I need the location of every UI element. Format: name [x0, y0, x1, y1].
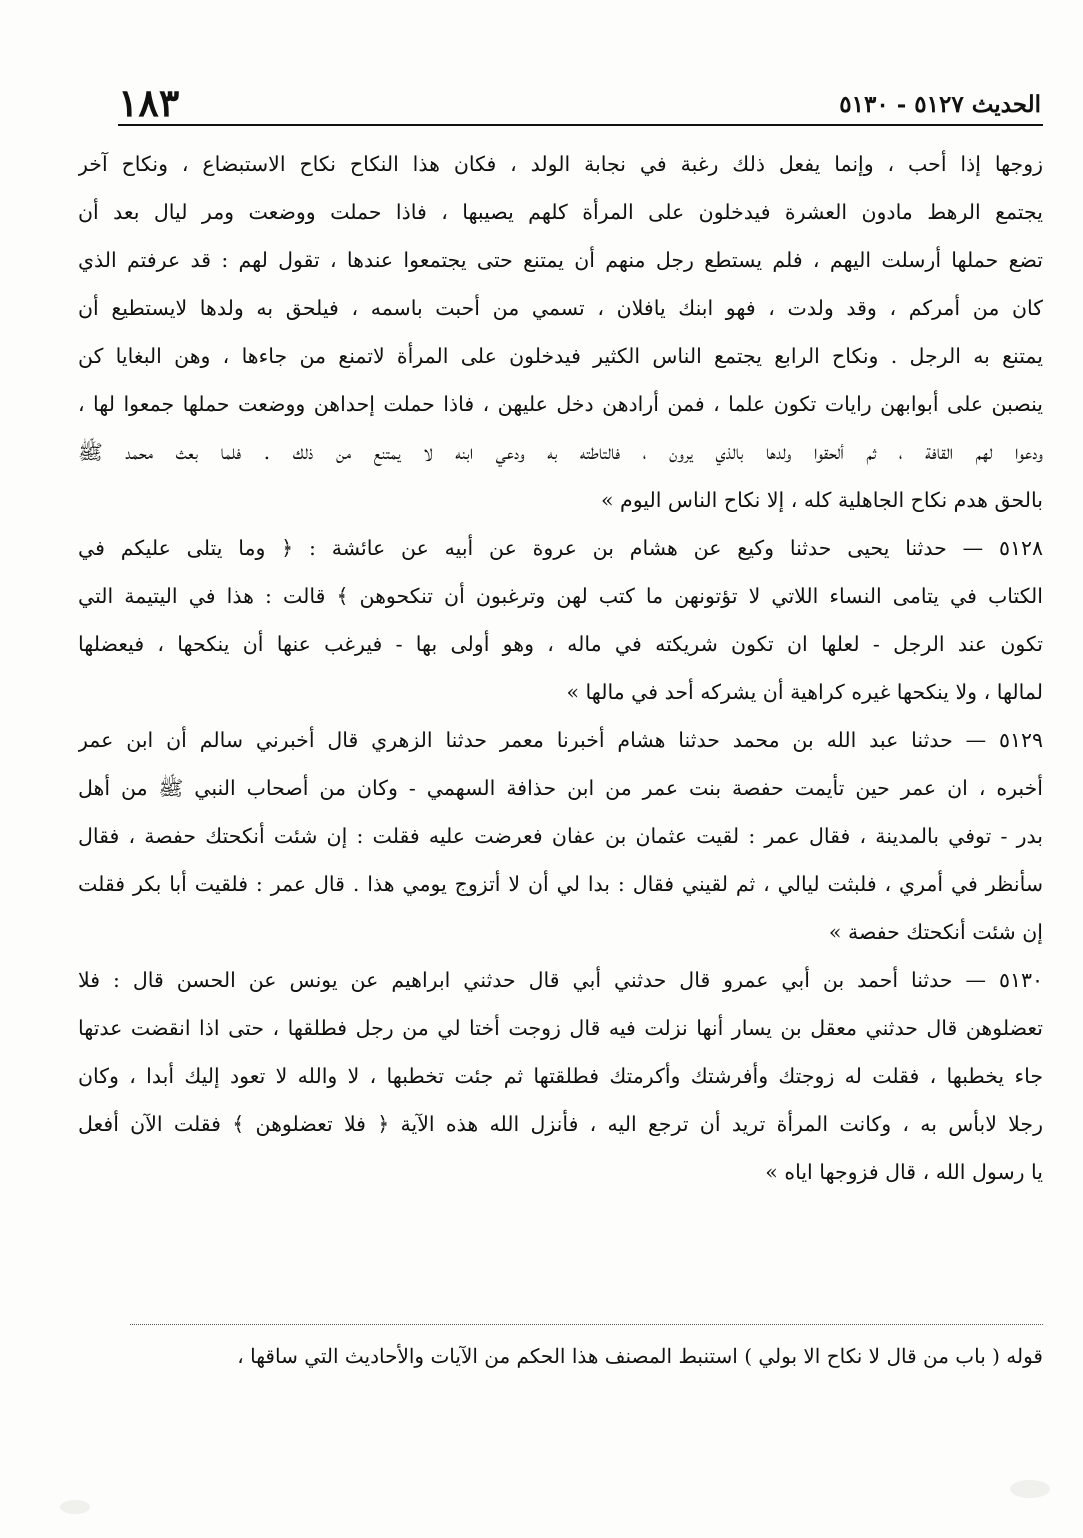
text-line: بالحق هدم نكاح الجاهلية كله ، إلا نكاح الناس اليوم » [600, 488, 1043, 512]
text-line: تضع حملها أرسلت اليهم ، فلم يستطع رجل منهم أن يمتنع حتى يجتمعوا عندها ، تقول لهم : قد عرفتم الذي [78, 248, 1043, 272]
text-line: لمالها ، ولا ينكحها غيره كراهية أن يشركه أحد في مالها » [566, 680, 1043, 704]
text-line: يجتمع الرهط مادون العشرة فيدخلون على المرأة كلهم يصيبها ، فاذا حملت ووضعت ومر ليال بعد أن [78, 200, 1043, 224]
hadith-range: الحديث ٥١٢٧ - ٥١٣٠ [839, 91, 1041, 118]
text-line: يا رسول الله ، قال فزوجها اياه » [765, 1160, 1043, 1184]
footnote-line: قوله ( باب من قال لا نكاح الا بولي ) استنبط المصنف هذا الحكم من الآيات والأحاديث التي ساقها ، [237, 1344, 1043, 1368]
hadith-5129-start: ٥١٢٩ — حدثنا عبد الله بن محمد حدثنا هشام أخبرنا معمر حدثنا الزهري قال أخبرني سالم أن ابن عمر [78, 728, 1043, 752]
text-line: رجلا لابأس به ، وكانت المرأة تريد أن ترجع اليه ، فأنزل الله هذه الآية ﴿ فلا تعضلوهن ﴾ فقلت الآن أفعل [78, 1112, 1043, 1136]
main-text [78, 140, 1043, 1196]
text-line: كان من أمركم ، وقد ولدت ، فهو ابنك يافلان ، تسمي من أحبت باسمه ، فيلحق به ولدها لايستطيع أن [78, 296, 1043, 320]
page-header [118, 70, 1041, 125]
paper-smudge [60, 1500, 90, 1514]
text-line: بدر - توفي بالمدينة ، فقال عمر : لقيت عثمان بن عفان فعرضت عليه فقلت : إن شئت أنكحتك حفصة ، فقال [78, 824, 1043, 848]
header-rule [118, 124, 1043, 126]
text-line: أخبره ، ان عمر حين تأيمت حفصة بنت عمر من ابن حذافة السهمي - وكان من أصحاب النبي ﷺ من أهل [78, 776, 1043, 800]
text-line: زوجها إذا أحب ، وإنما يفعل ذلك رغبة في نجابة الولد ، فكان هذا النكاح نكاح الاستبضاع ، ونكاح آخر [78, 152, 1043, 176]
paper-smudge [1010, 1480, 1050, 1498]
text-line: سأنظر في أمري ، فلبثت ليالي ، ثم لقيني فقال : بدا لي أن لا أتزوج يومي هذا . قال عمر : فلقيت أبا بكر فقلت [78, 872, 1043, 896]
text-line: جاء يخطبها ، فقلت له زوجتك وأفرشتك وأكرمتك فطلقتها ثم جئت تخطبها ، لا والله لا تعود إليك أبدا ، وكان [78, 1064, 1043, 1088]
footnote [78, 1332, 1043, 1380]
hadith-5128-start: ٥١٢٨ — حدثنا يحيى حدثنا وكيع عن هشام بن عروة عن أبيه عن عائشة : ﴿ وما يتلى عليكم في [78, 536, 1043, 560]
text-line: ودعوا لهم القافة ، ثم ألحقوا ولدها بالذي يرون ، فالتاطته به ودعي ابنه لا يمتنع من ذلك . فلما بعث محمد ﷺ [78, 440, 1043, 464]
footnote-rule [130, 1324, 1043, 1325]
text-line: تعضلوهن قال حدثني معقل بن يسار أنها نزلت فيه قال زوجت أختا لي من رجل فطلقها ، حتى اذا انقضت عدتها [78, 1016, 1043, 1040]
text-line: يمتنع به الرجل . ونكاح الرابع يجتمع الناس الكثير فيدخلون على المرأة لاتمنع من جاءها ، وهن البغايا كن [78, 344, 1043, 368]
text-line: الكتاب في يتامى النساء اللاتي لا تؤتونهن ما كتب لهن وترغبون أن تنكحوهن ﴾ قالت : هذا في اليتيمة التي [78, 584, 1043, 608]
text-line: إن شئت أنكحتك حفصة » [828, 920, 1043, 944]
hadith-5130-start: ٥١٣٠ — حدثنا أحمد بن أبي عمرو قال حدثني أبي قال حدثني ابراهيم عن يونس عن الحسن قال : فلا [78, 968, 1043, 992]
text-line: ينصبن على أبوابهن رايات تكون علما ، فمن أرادهن دخل عليهن ، فاذا حملت إحداهن ووضعت حملها جمعوا لها ، [78, 392, 1043, 416]
page-number: ١٨٣ [118, 80, 180, 125]
text-line: تكون عند الرجل - لعلها ان تكون شريكته في ماله ، وهو أولى بها - فيرغب عنها أن ينكحها ، فيعضلها [78, 632, 1043, 656]
